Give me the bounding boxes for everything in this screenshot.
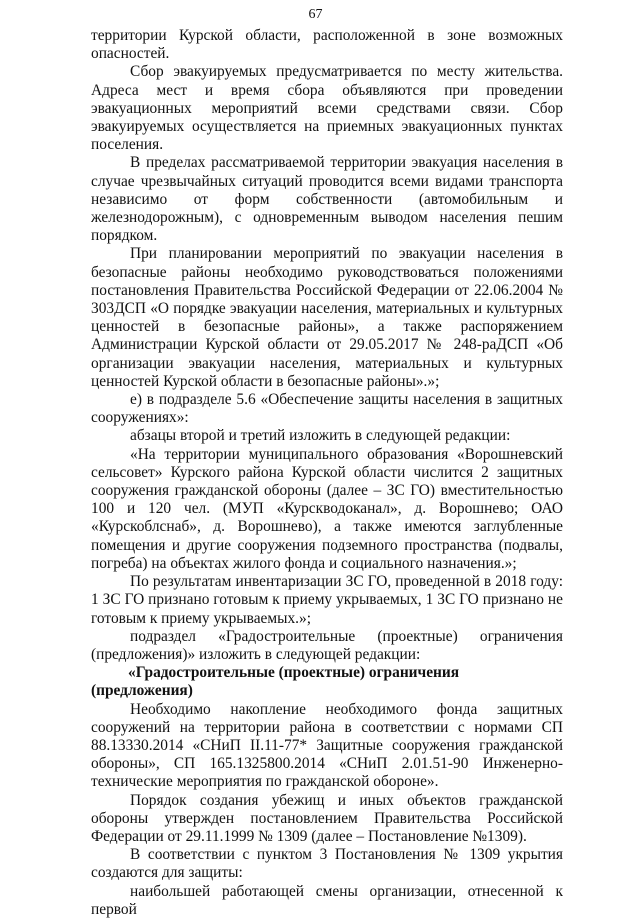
paragraph: территории Курской области, расположенной в зоне возможных опасностей. [91,27,563,63]
section-heading: «Градостроительные (проектные) ограничения (предложения) [91,664,460,700]
page-number: 67 [308,7,323,22]
paragraph: В пределах рассматриваемой территории эвакуация населения в случае чрезвычайных ситуаций проводится всеми видами транспорта независимо от форм собственности (автомобильным и железнодорожным), с одновременным выводом населения пешим порядком. [91,154,563,245]
paragraph: е) в подразделе 5.6 «Обеспечение защиты населения в защитных сооружениях»: [91,391,563,427]
paragraph: Порядок создания убежищ и иных объектов гражданской обороны утвержден постановлением Правительства Российской Федерации от 29.11.1999 № 1309 (далее – Постановление №1309). [91,791,563,845]
paragraph: Необходимо накопление необходимого фонда защитных сооружений на территории района в соответствии с нормами СП 88.13330.2014 «СНиП II.11-77* Защитные сооружения гражданской обороны», СП 165.1325800.2014 «СНиП 2.01.51-90 Инженерно-технические мероприятия по гражданской обороне». [91,700,563,791]
paragraph: Сбор эвакуируемых предусматривается по месту жительства. Адреса мест и время сбора объявляются при проведении эвакуационных мероприятий всеми средствами связи. Сбор эвакуируемых осуществляется на приемных эвакуационных пунктах поселения. [91,63,563,154]
paragraph: По результатам инвентаризации ЗС ГО, проведенной в 2018 году: 1 ЗС ГО признано готовым к приему укрываемых, 1 ЗС ГО признано не готовым к приему укрываемых.»; [91,573,563,627]
paragraph: абзацы второй и третий изложить в следующей редакции: [130,427,511,445]
document-body [91,27,563,919]
paragraph: В соответствии с пунктом 3 Постановления № 1309 укрытия создаются для защиты: [91,846,563,882]
paragraph: При планировании мероприятий по эвакуации населения в безопасные районы необходимо руководствоваться положениями постановления Правительства Российской Федерации от 22.06.2004 № 303ДСП «О порядке эвакуации населения, материальных и культурных ценностей в безопасные районы», а также распоряжением Администрации Курской области от 29.05.2017 № 248-раДСП «Об организации эвакуации населения, материальных и культурных ценностей Курской области в безопасные районы».»; [91,245,563,390]
paragraph: «На территории муниципального образования «Ворошневский сельсовет» Курского района Курской области числится 2 защитных сооружения гражданской обороны (далее – ЗС ГО) вместительностью 100 и 120 чел. (МУП «Курскводоканал», д. Ворошнево; ОАО «Курскоблснаб», д. Ворошнево), а также имеются заглубленные помещения и другие сооружения подземного пространства (подвалы, погреба) на объектах жилого фонда и социального назначения.»; [91,445,563,572]
paragraph: наибольшей работающей смены организации, отнесенной к первой [91,882,563,918]
paragraph: подраздел «Градостроительные (проектные) ограничения (предложения)» изложить в следующей редакции: [91,627,563,663]
